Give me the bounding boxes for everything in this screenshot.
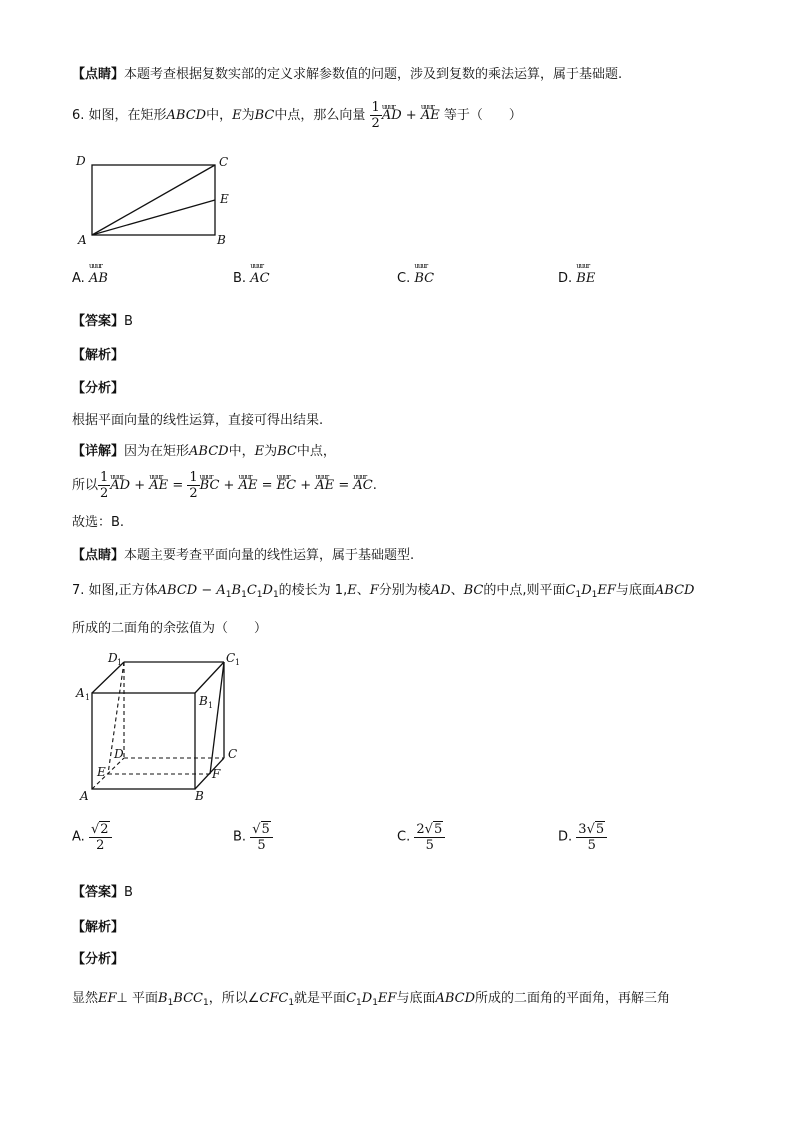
q7-option-c xyxy=(397,821,445,853)
fraction xyxy=(250,821,273,853)
option-letter: C. xyxy=(397,271,411,286)
numerator: 2√5 xyxy=(414,821,445,838)
detail-math: BC xyxy=(277,444,297,459)
label-b1: B xyxy=(199,694,208,708)
label-d1: D xyxy=(108,651,118,665)
q7-math: D xyxy=(361,991,373,1006)
denominator: 5 xyxy=(425,838,434,853)
q7-text: 与底面 xyxy=(396,991,436,1006)
q7-text: ⊥ 平面 xyxy=(116,991,158,1006)
denominator: 5 xyxy=(587,838,596,853)
option-letter: C. xyxy=(397,829,411,845)
q6-equation-line xyxy=(72,470,377,501)
fraction xyxy=(414,821,445,853)
option-letter: A. xyxy=(72,829,85,845)
subscript: 1 xyxy=(272,590,279,600)
radicand: 5 xyxy=(433,822,443,837)
denominator: 5 xyxy=(257,838,266,853)
label-e: E xyxy=(220,192,229,206)
q6-stem-text: 等于（ ） xyxy=(443,108,522,123)
so-text: 所以 xyxy=(72,478,99,493)
q6-stem-text: 为 xyxy=(241,108,255,123)
q7-math: EF xyxy=(377,991,397,1006)
q6-option-c xyxy=(397,271,434,286)
vector: uuur AE xyxy=(315,471,334,501)
label-f: F xyxy=(212,767,221,781)
q7-math: AD xyxy=(430,583,451,598)
numerator: 1 xyxy=(100,470,109,485)
q6-answer xyxy=(72,313,133,331)
vector: uuur EC xyxy=(277,471,296,501)
label-a: A xyxy=(80,789,89,803)
edge-b1c1 xyxy=(195,662,224,693)
segment-ae xyxy=(92,200,215,235)
radicand: 5 xyxy=(261,822,270,837)
fraction xyxy=(89,821,112,853)
q5-note-line xyxy=(72,66,622,84)
fraction xyxy=(98,470,110,501)
q7-text: ，所以∠ xyxy=(208,991,260,1006)
subscript: 1 xyxy=(167,998,174,1008)
vector: uuur AC xyxy=(353,471,372,501)
vector: uuur AE xyxy=(239,471,258,501)
subscript: 1 xyxy=(225,590,232,600)
label-d: D xyxy=(114,747,124,761)
q7-math: ABCD − A xyxy=(157,583,226,598)
operator: + xyxy=(300,478,312,493)
q7-analysis-tag: 【解析】 xyxy=(72,920,125,935)
vector: uuur AB xyxy=(89,271,108,286)
label-subscript: 1 xyxy=(235,658,241,667)
fraction xyxy=(370,100,382,131)
q7-cube-figure xyxy=(72,648,252,808)
label-c1: C xyxy=(226,651,236,665)
q6-analysis-tag: 【解析】 xyxy=(72,348,125,363)
option-letter: B. xyxy=(233,271,247,286)
q7-text: 、 xyxy=(450,583,464,598)
q6-detail-line xyxy=(72,443,336,461)
denominator: 2 xyxy=(96,838,105,853)
label-b: B xyxy=(195,789,204,803)
vector: uuur BE xyxy=(576,271,595,286)
q7-text: 分别为棱 xyxy=(378,583,431,598)
q6-stem-text: 中点，那么向量 xyxy=(274,108,366,123)
q7-math: E xyxy=(347,583,357,598)
vector: uuur AD xyxy=(110,471,130,501)
q6-stem-math: BC xyxy=(254,108,275,123)
operator: = xyxy=(172,478,184,493)
q6-stem-math: E xyxy=(232,108,242,123)
q7-text: 与底面 xyxy=(615,583,655,598)
radicand: 2 xyxy=(100,822,109,837)
q6-stem-text: 6. 如图，在矩形 xyxy=(72,108,167,123)
q7-math: B xyxy=(231,583,242,598)
denominator: 2 xyxy=(189,486,198,501)
q6-fenxi-text: 根据平面向量的线性运算，直接可得出结果. xyxy=(72,413,324,428)
q7-last-line xyxy=(72,990,670,1012)
subscript: 1 xyxy=(372,998,378,1008)
operator: + xyxy=(223,478,235,493)
denominator: 2 xyxy=(100,486,109,501)
detail-tag: 【详解】 xyxy=(72,444,125,459)
q7-math: BC xyxy=(463,583,484,598)
q6-option-d xyxy=(558,271,595,286)
detail-text: 因为在矩形 xyxy=(124,444,190,459)
q7-math: BCC xyxy=(173,991,203,1006)
label-subscript: 1 xyxy=(117,658,123,667)
fraction xyxy=(576,821,607,853)
numerator: 3√5 xyxy=(576,821,607,838)
q7-math: D xyxy=(581,583,592,598)
answer-value: B xyxy=(124,314,133,329)
q6-option-b xyxy=(233,271,270,286)
subscript: 1 xyxy=(203,998,209,1008)
denominator: 2 xyxy=(371,116,380,131)
detail-text: 中点， xyxy=(296,444,336,459)
numerator: 1 xyxy=(189,470,198,485)
note-text: 本题主要考查平面向量的线性运算，属于基础题型. xyxy=(124,548,415,563)
label-c: C xyxy=(228,747,238,761)
q7-option-a xyxy=(72,821,112,853)
segment-c1f xyxy=(210,662,224,774)
q7-math: ABCD xyxy=(654,583,695,598)
q7-text: 7. 如图,正方体 xyxy=(72,583,158,598)
q7-text: 的中点,则平面 xyxy=(483,583,566,598)
coefficient: 3 xyxy=(578,822,587,837)
q6-stem xyxy=(72,100,522,131)
q7-option-d xyxy=(558,821,607,853)
q7-stem-line1 xyxy=(72,582,694,604)
q7-text: 显然 xyxy=(72,991,99,1006)
operator: + xyxy=(405,108,417,123)
label-e: E xyxy=(97,765,106,779)
numerator: 1 xyxy=(371,100,380,115)
q6-option-a xyxy=(72,271,108,286)
segment-ac xyxy=(92,165,215,235)
option-letter: D. xyxy=(558,829,573,845)
subscript: 1 xyxy=(288,998,295,1008)
detail-text: 为 xyxy=(264,444,278,459)
q6-stem-math: ABCD xyxy=(166,108,207,123)
note-tag: 【点睛】 xyxy=(72,548,125,563)
q6-fenxi-tag: 【分析】 xyxy=(72,381,125,396)
q7-option-b xyxy=(233,821,273,853)
q7-math: ABCD xyxy=(435,991,476,1006)
label-subscript: 1 xyxy=(208,701,214,710)
q7-math: C xyxy=(346,991,357,1006)
q7-text: 所成的二面角的平面角，再解三角 xyxy=(475,991,671,1006)
subscript: 1 xyxy=(575,590,582,600)
label-b: B xyxy=(217,233,226,247)
subscript: 1 xyxy=(241,590,247,600)
subscript: 1 xyxy=(356,998,362,1008)
note-tag: 【点睛】 xyxy=(72,67,125,82)
q6-choose: 故选：B. xyxy=(72,515,125,530)
q7-text: 、 xyxy=(356,583,370,598)
q7-math: B xyxy=(158,991,168,1006)
label-subscript: 1 xyxy=(85,693,91,702)
coefficient: 2 xyxy=(416,822,425,837)
q7-stem-line2: 所成的二面角的余弦值为（ ） xyxy=(72,621,268,636)
q7-text: 的棱长为 1, xyxy=(278,583,348,598)
q7-math: EF xyxy=(597,583,616,598)
option-letter: D. xyxy=(558,271,573,286)
answer-tag: 【答案】 xyxy=(72,885,125,900)
q7-text: 就是平面 xyxy=(294,991,347,1006)
q7-math: C xyxy=(246,583,257,598)
option-letter: A. xyxy=(72,271,85,286)
vector: uuur AE xyxy=(421,101,440,131)
label-a1: A xyxy=(76,686,85,700)
q6-stem-text: 中， xyxy=(206,108,233,123)
q7-math: CFC xyxy=(259,991,289,1006)
q7-answer xyxy=(72,884,133,902)
q7-math: F xyxy=(369,583,379,598)
vector: uuur BC xyxy=(414,271,434,286)
vector: uuur AE xyxy=(149,471,168,501)
period: . xyxy=(372,478,377,493)
detail-text: 中， xyxy=(228,444,255,459)
q7-math: D xyxy=(262,583,273,598)
label-a: A xyxy=(78,233,87,247)
fraction xyxy=(187,470,199,501)
operator: + xyxy=(134,478,146,493)
q6-note-line xyxy=(72,547,414,565)
label-d: D xyxy=(76,154,86,168)
q7-math: C xyxy=(565,583,576,598)
detail-math: ABCD xyxy=(189,444,229,459)
detail-math: E xyxy=(254,444,265,459)
numerator: √5 xyxy=(250,821,273,838)
answer-tag: 【答案】 xyxy=(72,314,125,329)
answer-value: B xyxy=(124,885,133,900)
q7-fenxi-tag: 【分析】 xyxy=(72,952,125,967)
vector: uuur AD xyxy=(382,101,402,131)
operator: = xyxy=(338,478,350,493)
subscript: 1 xyxy=(591,590,598,600)
option-letter: B. xyxy=(233,829,247,845)
operator: = xyxy=(261,478,273,493)
vector: uuur BC xyxy=(200,471,220,501)
subscript: 1 xyxy=(256,590,263,600)
radicand: 5 xyxy=(595,822,605,837)
q7-math: EF xyxy=(98,991,117,1006)
label-c: C xyxy=(219,155,229,169)
numerator: √2 xyxy=(89,821,112,838)
q6-rectangle-figure xyxy=(72,150,242,250)
vector: uuur AC xyxy=(250,271,269,286)
note-text: 本题考查根据复数实部的定义求解参数值的问题，涉及到复数的乘法运算，属于基础题. xyxy=(124,67,623,82)
